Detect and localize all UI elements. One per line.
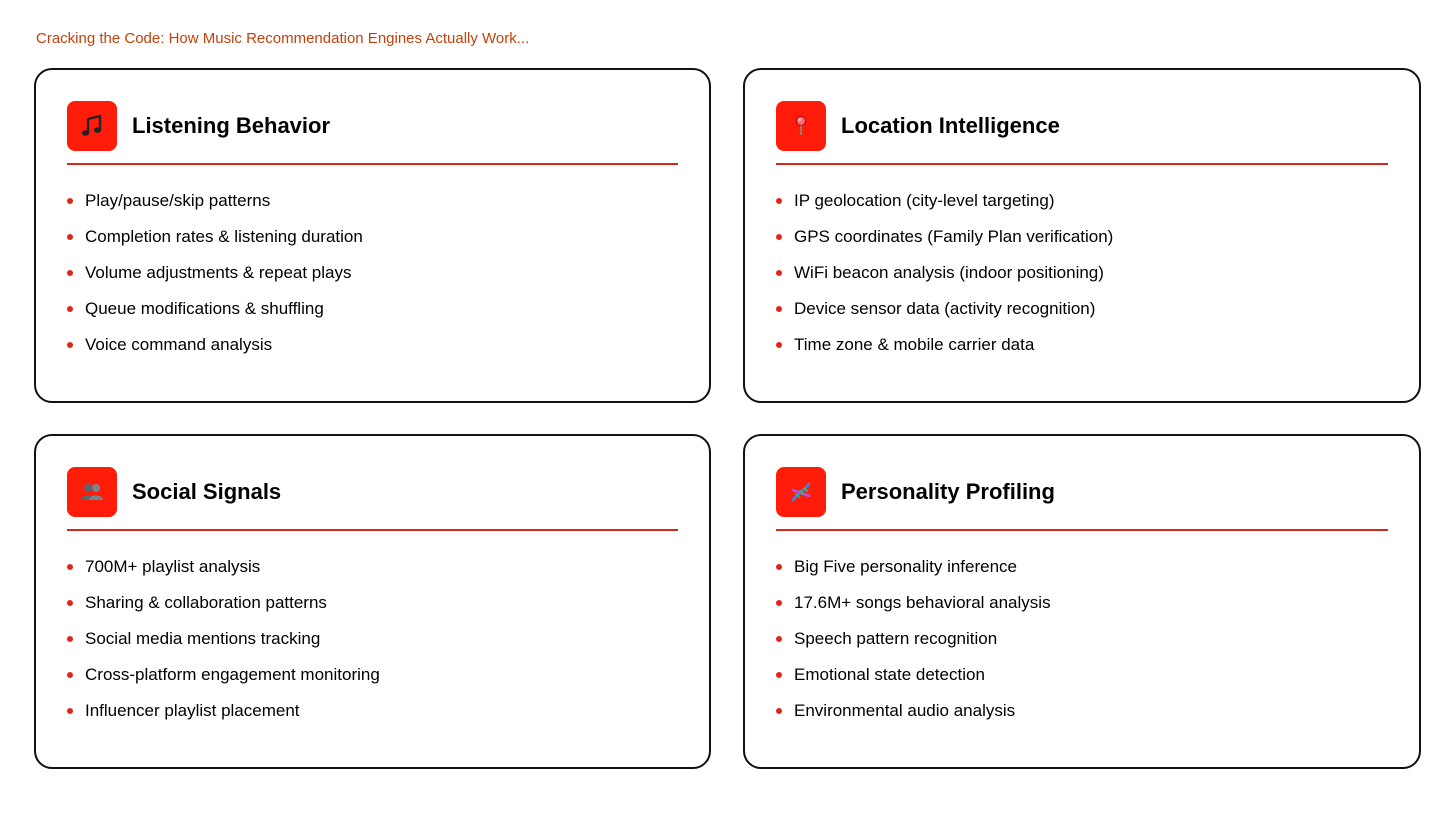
list-item-text: Voice command analysis (85, 335, 273, 354)
people-icon (67, 467, 117, 517)
list-item (776, 628, 1388, 664)
bullet-dot (776, 234, 782, 240)
card-header (776, 100, 1388, 152)
list-item (776, 700, 1388, 736)
list-item-text: Cross-platform engagement monitoring (85, 665, 380, 684)
dna-icon (776, 467, 826, 517)
bullet-list (776, 190, 1388, 370)
bullet-dot (776, 564, 782, 570)
list-item-text: Influencer playlist placement (85, 701, 300, 720)
list-item-text: IP geolocation (city-level targeting) (794, 191, 1055, 210)
list-item-text: Environmental audio analysis (794, 701, 1016, 720)
bullet-dot (776, 672, 782, 678)
card-title: Personality Profiling (841, 479, 1055, 504)
list-item (776, 664, 1388, 700)
card-location-intelligence (743, 68, 1421, 403)
list-item (67, 334, 678, 370)
bullet-dot (67, 234, 73, 240)
divider (776, 529, 1388, 531)
list-item (776, 298, 1388, 334)
bullet-dot (67, 636, 73, 642)
list-item (67, 664, 678, 700)
card-grid (34, 68, 1421, 769)
list-item-text: Completion rates & listening duration (85, 227, 363, 246)
page-title: Cracking the Code: How Music Recommendation Engines Actually Work... (36, 30, 530, 47)
list-item-text: 700M+ playlist analysis (85, 557, 261, 576)
bullet-dot (67, 600, 73, 606)
list-item (776, 226, 1388, 262)
list-item-text: Speech pattern recognition (794, 629, 998, 648)
card-title: Social Signals (132, 479, 282, 504)
bullet-dot (776, 636, 782, 642)
divider (776, 163, 1388, 165)
list-item-text: Volume adjustments & repeat plays (85, 263, 352, 282)
bullet-dot (67, 564, 73, 570)
card-header (776, 466, 1388, 518)
list-item (776, 592, 1388, 628)
list-item (67, 298, 678, 334)
divider (67, 163, 678, 165)
list-item (67, 592, 678, 628)
card-title: Listening Behavior (132, 113, 331, 138)
list-item-text: Time zone & mobile carrier data (794, 335, 1035, 354)
card-title: Location Intelligence (841, 113, 1060, 138)
list-item (67, 700, 678, 736)
list-item (67, 628, 678, 664)
list-item (67, 226, 678, 262)
list-item (67, 190, 678, 226)
bullet-dot (67, 198, 73, 204)
bullet-list (67, 190, 678, 370)
music-note-icon (67, 101, 117, 151)
list-item-text: GPS coordinates (Family Plan verification) (794, 227, 1114, 246)
list-item-text: Queue modifications & shuffling (85, 299, 324, 318)
list-item (776, 556, 1388, 592)
card-social-signals (34, 434, 711, 769)
card-header (67, 100, 678, 152)
bullet-dot (67, 270, 73, 276)
list-item-text: 17.6M+ songs behavioral analysis (794, 593, 1051, 612)
bullet-dot (67, 708, 73, 714)
bullet-dot (776, 198, 782, 204)
list-item-text: Big Five personality inference (794, 557, 1018, 576)
list-item (776, 262, 1388, 298)
pushpin-icon (776, 101, 826, 151)
list-item-text: Play/pause/skip patterns (85, 191, 271, 210)
list-item (776, 334, 1388, 370)
bullet-dot (776, 708, 782, 714)
list-item-text: WiFi beacon analysis (indoor positioning) (794, 263, 1104, 282)
card-header (67, 466, 678, 518)
bullet-dot (776, 342, 782, 348)
list-item-text: Device sensor data (activity recognition) (794, 299, 1096, 318)
bullet-dot (67, 672, 73, 678)
list-item (67, 262, 678, 298)
list-item-text: Social media mentions tracking (85, 629, 321, 648)
card-personality-profiling (743, 434, 1421, 769)
card-listening-behavior (34, 68, 711, 403)
bullet-list (67, 556, 678, 736)
list-item (67, 556, 678, 592)
bullet-list (776, 556, 1388, 736)
divider (67, 529, 678, 531)
list-item-text: Emotional state detection (794, 665, 985, 684)
bullet-dot (776, 270, 782, 276)
bullet-dot (776, 306, 782, 312)
bullet-dot (67, 306, 73, 312)
bullet-dot (67, 342, 73, 348)
bullet-dot (776, 600, 782, 606)
list-item (776, 190, 1388, 226)
list-item-text: Sharing & collaboration patterns (85, 593, 327, 612)
